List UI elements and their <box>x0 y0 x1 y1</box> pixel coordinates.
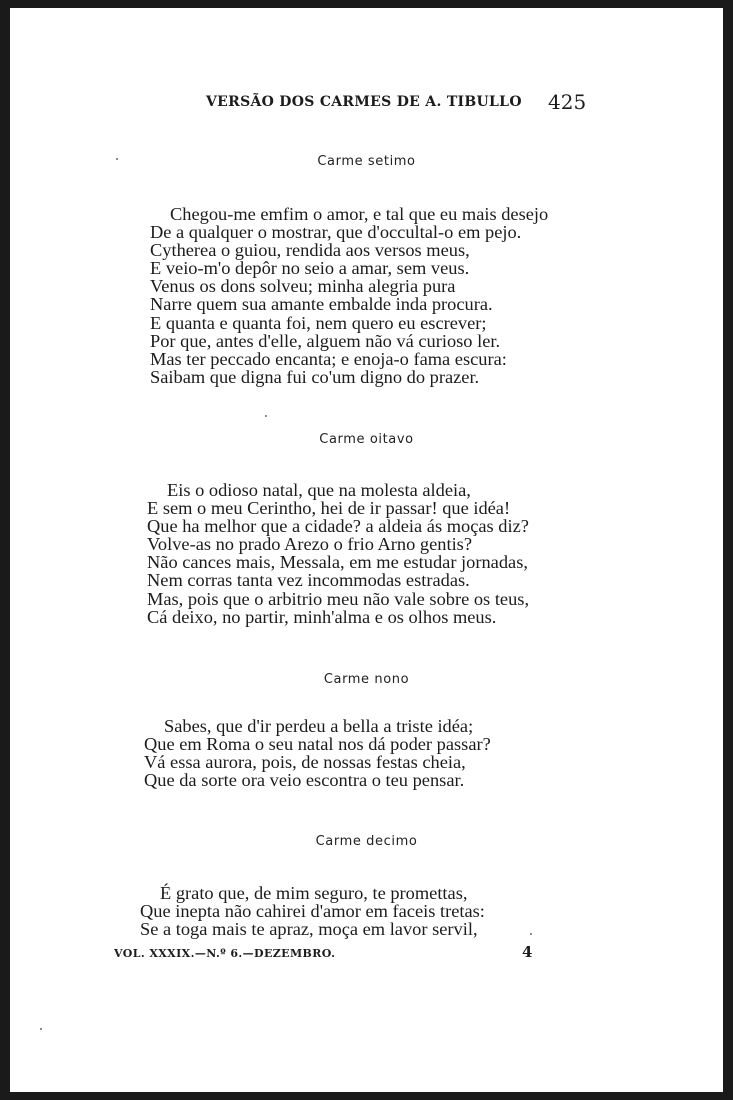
poem-line: Narre quem sua amante embalde inda procura. <box>150 294 493 315</box>
poem-line: E veio-m'o depôr no seio a amar, sem veus. <box>150 258 470 279</box>
scan-speck <box>265 415 267 417</box>
poem-line: Nem corras tanta vez incommodas estradas. <box>147 570 470 591</box>
poem-line: Saibam que digna fui co'um digno do prazer. <box>150 366 480 387</box>
volume-line: VOL. XXXIX.—N.º 6.—DEZEMBRO. <box>114 947 336 960</box>
scan-speck <box>530 933 532 935</box>
section-title-decimo: Carme decimo <box>315 834 418 849</box>
book-page <box>10 8 723 1092</box>
section-title-nono: Carme nono <box>323 672 410 687</box>
poem-line: Sabes, que d'ir perdeu a bella a triste idéa; <box>164 716 474 736</box>
page-header <box>10 90 723 116</box>
section-title-setimo: Carme setimo <box>317 154 416 169</box>
poem-nono <box>144 717 544 789</box>
poem-line: Se a toga mais te apraz, moça em lavor servil, <box>140 919 478 940</box>
poem-line: Volve-as no prado Arezo o frio Arno gentis? <box>147 534 472 555</box>
poem-line: Mas, pois que o arbitrio meu não vale sobre os teus, <box>147 588 530 609</box>
page-footer <box>114 943 544 963</box>
poem-line: É grato que, de mim seguro, te promettas, <box>160 883 468 903</box>
section-title-oitavo: Carme oitavo <box>319 432 414 447</box>
poem-line: Não cances mais, Messala, em me estudar jornadas, <box>147 552 528 573</box>
signature-mark: 4 <box>522 943 533 961</box>
poem-line: Que da sorte ora veio escontra o teu pensar. <box>144 770 465 791</box>
poem-line: Venus os dons solveu; minha alegria pura <box>150 276 456 297</box>
scan-speck <box>40 1028 42 1030</box>
scan-speck <box>116 158 118 160</box>
poem-line: Vá essa aurora, pois, de nossas festas cheia, <box>144 752 466 773</box>
poem-oitavo <box>147 481 547 626</box>
poem-line: Por que, antes d'elle, alguem não vá curioso ler. <box>150 330 501 351</box>
poem-line: Cá deixo, no partir, minh'alma e os olhos meus. <box>147 606 497 627</box>
poem-line: Eis o odioso natal, que na molesta aldeia, <box>167 480 471 500</box>
page-number: 425 <box>548 90 587 114</box>
poem-line: De a qualquer o mostrar, que d'occultal-o em pejo. <box>150 222 522 243</box>
running-head: VERSÃO DOS CARMES DE A. TIBULLO <box>206 94 522 110</box>
poem-decimo <box>140 884 540 938</box>
poem-line: E quanta e quanta foi, nem quero eu escrever; <box>150 312 487 333</box>
poem-line: Mas ter peccado encanta; e enoja-o fama escura: <box>150 348 507 369</box>
poem-setimo <box>150 205 550 386</box>
poem-line: Que inepta não cahirei d'amor em faceis tretas: <box>140 901 485 922</box>
poem-line: Que ha melhor que a cidade? a aldeia ás moças diz? <box>147 516 529 537</box>
poem-line: Chegou-me emfim o amor, e tal que eu mais desejo <box>170 204 549 224</box>
poem-line: Que em Roma o seu natal nos dá poder passar? <box>144 734 491 755</box>
poem-line: Cytherea o guiou, rendida aos versos meus, <box>150 240 470 261</box>
poem-line: E sem o meu Cerintho, hei de ir passar! que idéa! <box>147 498 511 519</box>
